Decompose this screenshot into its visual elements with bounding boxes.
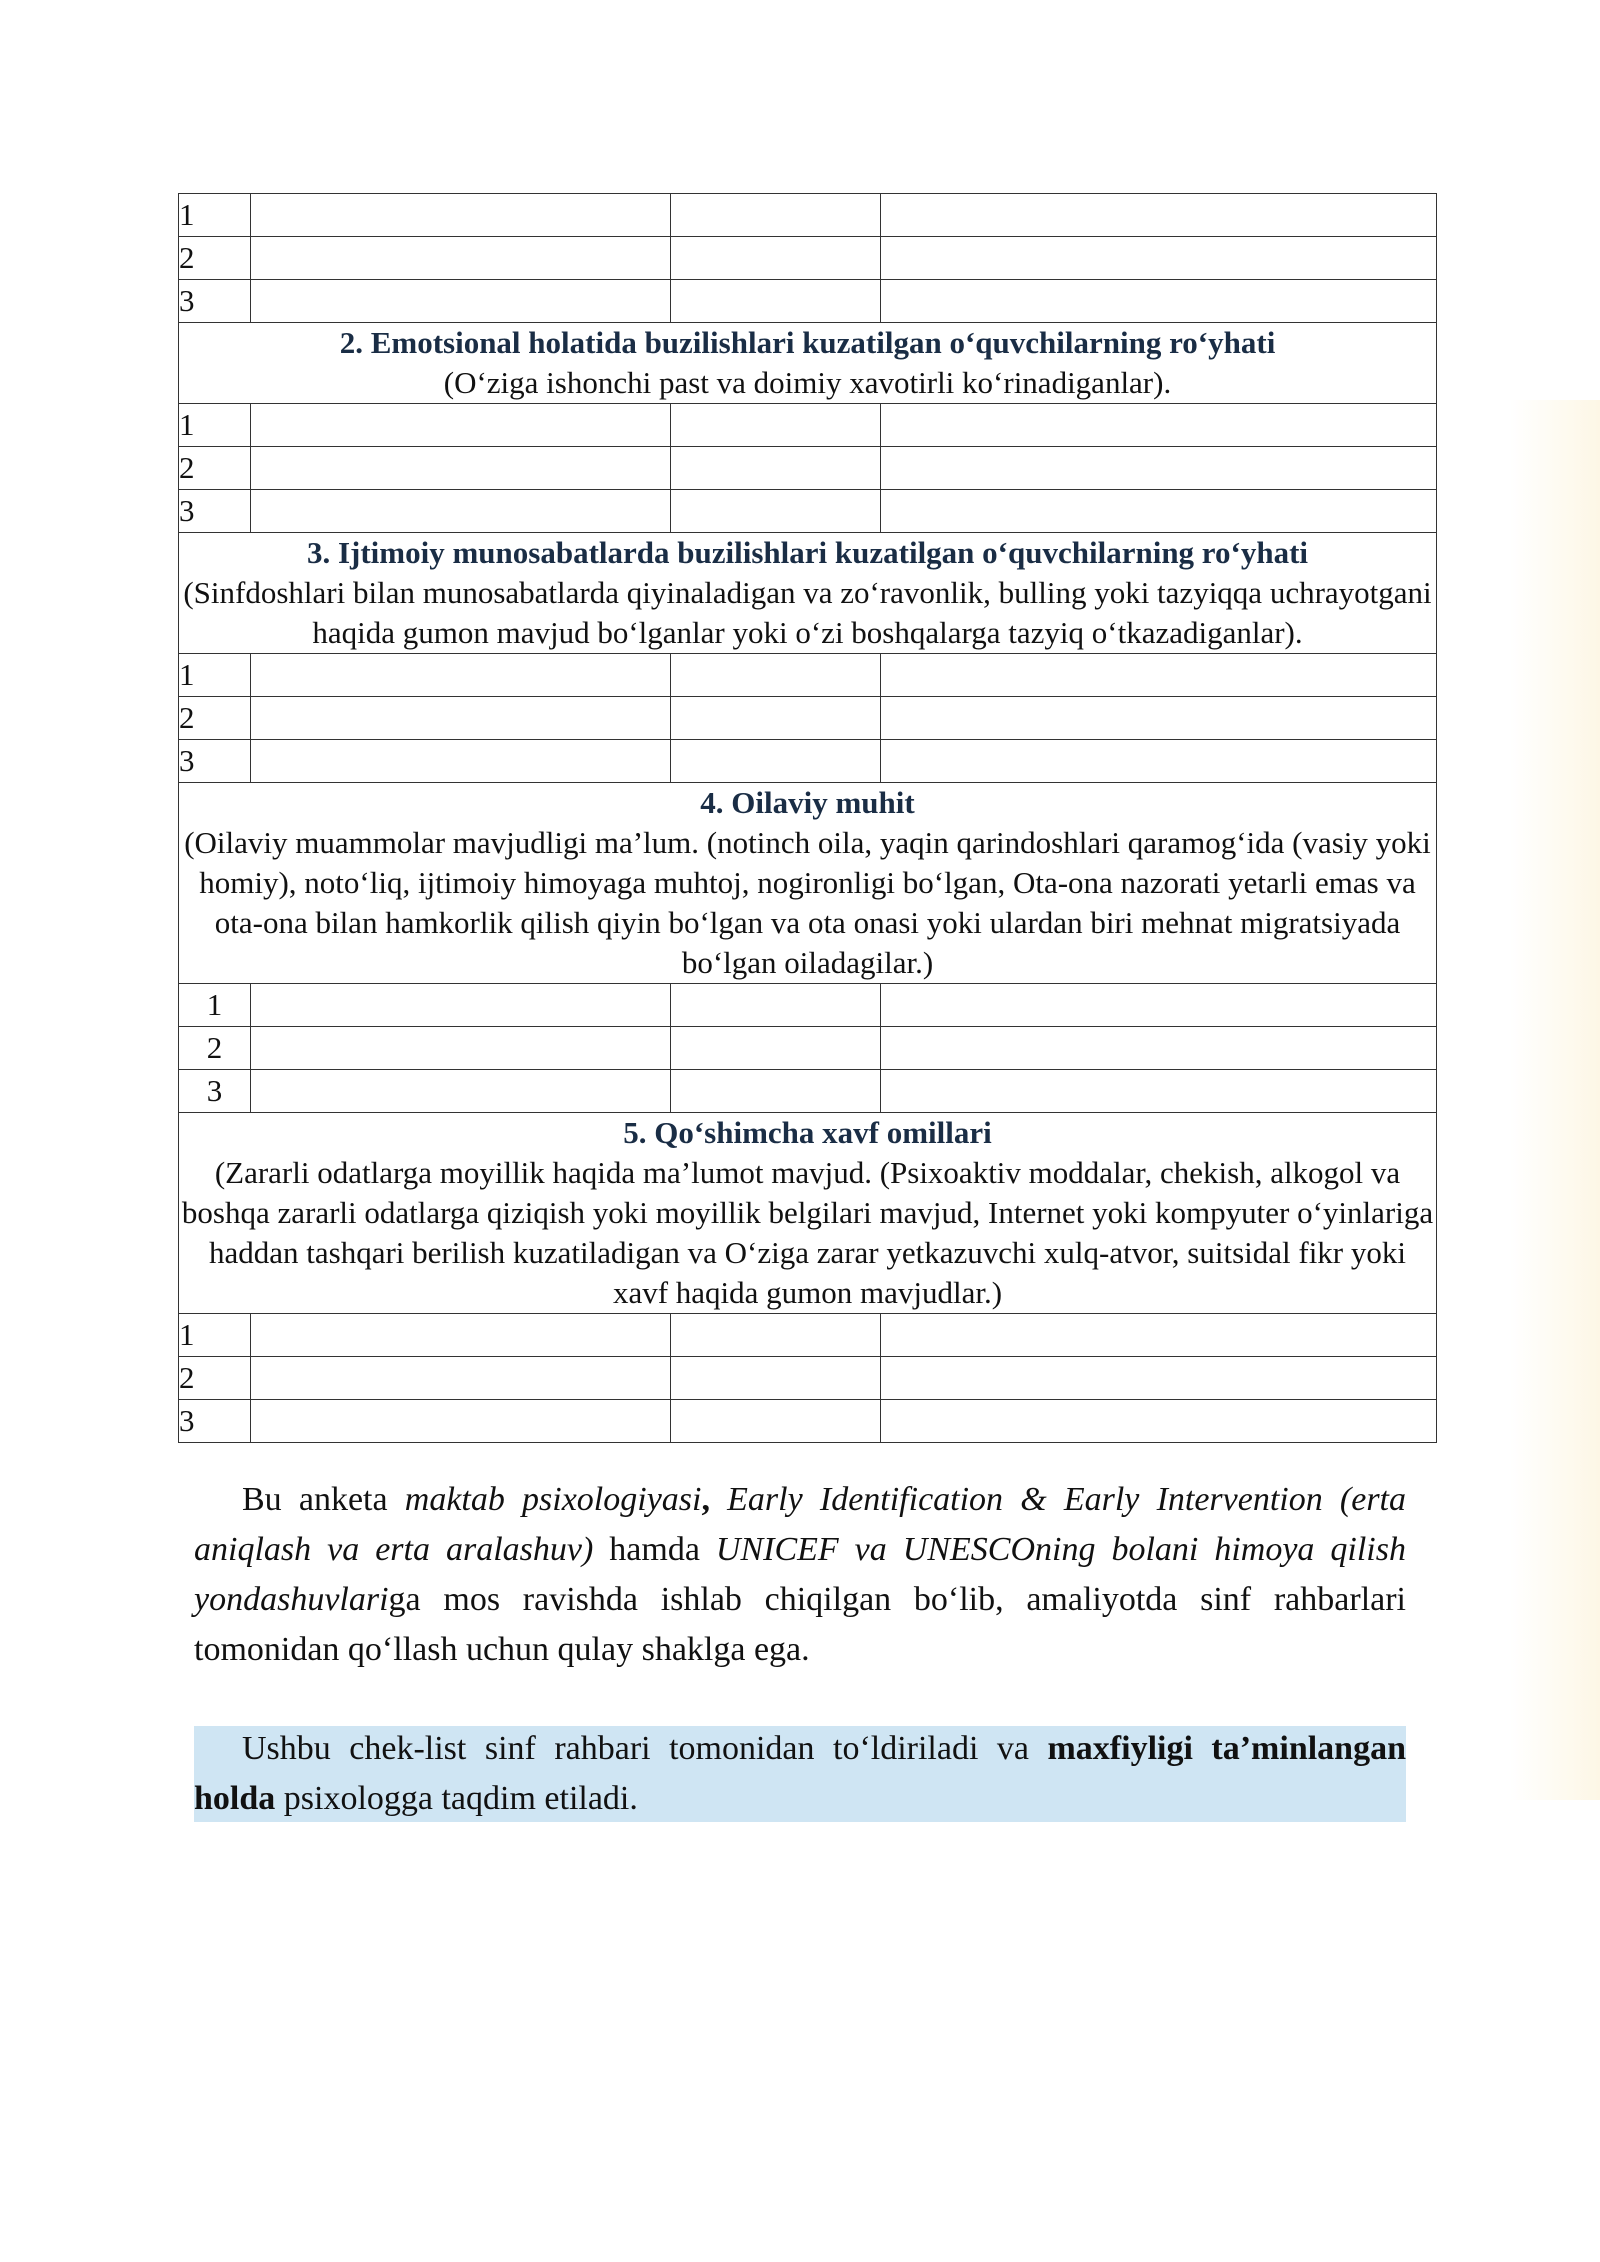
- entry-cell[interactable]: [671, 654, 881, 697]
- entry-cell[interactable]: [671, 1357, 881, 1400]
- entry-cell[interactable]: [881, 280, 1437, 323]
- table-row: [179, 740, 1437, 783]
- row-number: 3: [179, 740, 251, 783]
- entry-cell[interactable]: [881, 404, 1437, 447]
- entry-cell[interactable]: [251, 654, 671, 697]
- section-header-row: [179, 533, 1437, 654]
- section-header-row: [179, 323, 1437, 404]
- table-row: [179, 237, 1437, 280]
- entry-cell[interactable]: [881, 1070, 1437, 1113]
- entry-cell[interactable]: [671, 1070, 881, 1113]
- para1-text-3: hamda: [593, 1531, 716, 1568]
- row-number: 2: [179, 697, 251, 740]
- table-row: [179, 984, 1437, 1027]
- row-number: 1: [179, 404, 251, 447]
- entry-cell[interactable]: [671, 1027, 881, 1070]
- table-row: [179, 1027, 1437, 1070]
- table-row: [179, 194, 1437, 237]
- entry-cell[interactable]: [251, 280, 671, 323]
- entry-cell[interactable]: [881, 490, 1437, 533]
- entry-cell[interactable]: [881, 697, 1437, 740]
- entry-cell[interactable]: [251, 447, 671, 490]
- entry-cell[interactable]: [251, 237, 671, 280]
- row-number: 2: [179, 447, 251, 490]
- table-row: [179, 697, 1437, 740]
- entry-cell[interactable]: [671, 447, 881, 490]
- table-row: [179, 1070, 1437, 1113]
- entry-cell[interactable]: [251, 984, 671, 1027]
- entry-cell[interactable]: [881, 740, 1437, 783]
- table-row: [179, 1357, 1437, 1400]
- row-number: 2: [179, 237, 251, 280]
- section-header: [179, 1113, 1437, 1314]
- entry-cell[interactable]: [881, 194, 1437, 237]
- entry-cell[interactable]: [251, 1027, 671, 1070]
- entry-cell[interactable]: [251, 490, 671, 533]
- entry-cell[interactable]: [671, 280, 881, 323]
- entry-cell[interactable]: [881, 447, 1437, 490]
- entry-cell[interactable]: [881, 654, 1437, 697]
- section-header: [179, 783, 1437, 984]
- table-row: [179, 1400, 1437, 1443]
- entry-cell[interactable]: [251, 404, 671, 447]
- entry-cell[interactable]: [671, 1400, 881, 1443]
- row-number: 3: [179, 1070, 251, 1113]
- entry-cell[interactable]: [881, 1357, 1437, 1400]
- section-description: (Oilaviy muammolar mavjudligi ma’lum. (notinch oila, yaqin qarindoshlari qaramog‘ida (vasiy yoki homiy), noto‘liq, ijtimoiy himoyaga muhtoj, nogironligi bo‘lgan, Ota-ona nazorati yetarli emas va ota-ona bilan hamkorlik qilish qiyin bo‘lgan va ota onasi yoki ulardan biri mehnat migratsiyada bo‘lgan oiladagilar.): [184, 825, 1431, 980]
- entry-cell[interactable]: [251, 740, 671, 783]
- section-header-row: [179, 783, 1437, 984]
- entry-cell[interactable]: [881, 237, 1437, 280]
- section-title: 4. Oilaviy muhit: [700, 785, 915, 820]
- row-number: 1: [179, 654, 251, 697]
- entry-cell[interactable]: [251, 697, 671, 740]
- entry-cell[interactable]: [251, 1070, 671, 1113]
- table-row: [179, 490, 1437, 533]
- section-header: [179, 323, 1437, 404]
- entry-cell[interactable]: [881, 1027, 1437, 1070]
- row-number: 1: [179, 194, 251, 237]
- para1-italic-3: UNICEF va UNESCOning bolani himoya qilish yondashuvlari: [194, 1531, 1406, 1618]
- methodology-paragraph: [194, 1475, 1406, 1675]
- entry-cell[interactable]: [671, 194, 881, 237]
- entry-cell[interactable]: [251, 1314, 671, 1357]
- section-title: 5. Qo‘shimcha xavf omillari: [623, 1115, 992, 1150]
- section-header: [179, 533, 1437, 654]
- entry-cell[interactable]: [251, 194, 671, 237]
- para1-text-4: ga mos ravishda ishlab chiqilgan bo‘lib, amaliyotda sinf rahbarlari tomonidan qo‘llash uchun qulay shaklga ega.: [194, 1581, 1406, 1668]
- section-description: (O‘ziga ishonchi past va doimiy xavotirli ko‘rinadiganlar).: [443, 365, 1172, 400]
- entry-cell[interactable]: [881, 984, 1437, 1027]
- row-number: 2: [179, 1027, 251, 1070]
- entry-cell[interactable]: [671, 984, 881, 1027]
- row-number: 2: [179, 1357, 251, 1400]
- page-edge-tint: [1510, 400, 1600, 1800]
- para1-text-1: Bu anketa: [242, 1481, 405, 1518]
- section-description: (Zararli odatlarga moyillik haqida ma’lumot mavjud. (Psixoaktiv moddalar, chekish, alkogol va boshqa zararli odatlarga qiziqish yoki moyillik belgilari mavjud, Internet yoki kompyuter o‘yinlariga haddan tashqari berilish kuzatiladigan va O‘ziga zarar yetkazuvchi xulq-atvor, suitsidal fikr yoki xavf haqida gumon mavjudlar.): [181, 1155, 1434, 1310]
- section-description: (Sinfdoshlari bilan munosabatlarda qiyinaladigan va zo‘ravonlik, bulling yoki tazyiqqa uchrayotgani haqida gumon mavjud bo‘lganlar yoki o‘zi boshqalarga tazyiq o‘tkazadiganlar).: [183, 575, 1432, 650]
- entry-cell[interactable]: [671, 697, 881, 740]
- confidentiality-note: [194, 1724, 1406, 1824]
- entry-cell[interactable]: [881, 1314, 1437, 1357]
- entry-cell[interactable]: [251, 1357, 671, 1400]
- table-row: [179, 404, 1437, 447]
- row-number: 3: [179, 490, 251, 533]
- para2-bold: maxfiyligi ta’minlangan holda: [194, 1730, 1406, 1817]
- entry-cell[interactable]: [251, 1400, 671, 1443]
- row-number: 3: [179, 280, 251, 323]
- section-header-row: [179, 1113, 1437, 1314]
- row-number: 1: [179, 1314, 251, 1357]
- row-number: 3: [179, 1400, 251, 1443]
- table-row: [179, 654, 1437, 697]
- entry-cell[interactable]: [671, 740, 881, 783]
- para2-text-1: Ushbu chek-list sinf rahbari tomonidan to‘ldiriladi va: [242, 1730, 1048, 1767]
- entry-cell[interactable]: [671, 237, 881, 280]
- entry-cell[interactable]: [671, 404, 881, 447]
- section-title: 2. Emotsional holatida buzilishlari kuzatilgan o‘quvchilarning ro‘yhati: [339, 325, 1276, 360]
- entry-cell[interactable]: [671, 490, 881, 533]
- entry-cell[interactable]: [881, 1400, 1437, 1443]
- para1-text-2: ,: [701, 1481, 728, 1518]
- table-row: [179, 280, 1437, 323]
- table-row: [179, 1314, 1437, 1357]
- para2-text-2: psixologga taqdim etiladi.: [275, 1780, 638, 1817]
- checklist-table: [178, 193, 1437, 1443]
- para1-italic-2: Early Identification & Early Intervention (erta aniqlash va erta aralashuv): [194, 1481, 1406, 1568]
- para1-italic-1: maktab psixologiyasi: [404, 1481, 702, 1518]
- section-title: 3. Ijtimoiy munosabatlarda buzilishlari kuzatilgan o‘quvchilarning ro‘yhati: [306, 535, 1309, 570]
- table-row: [179, 447, 1437, 490]
- entry-cell[interactable]: [671, 1314, 881, 1357]
- row-number: 1: [179, 984, 251, 1027]
